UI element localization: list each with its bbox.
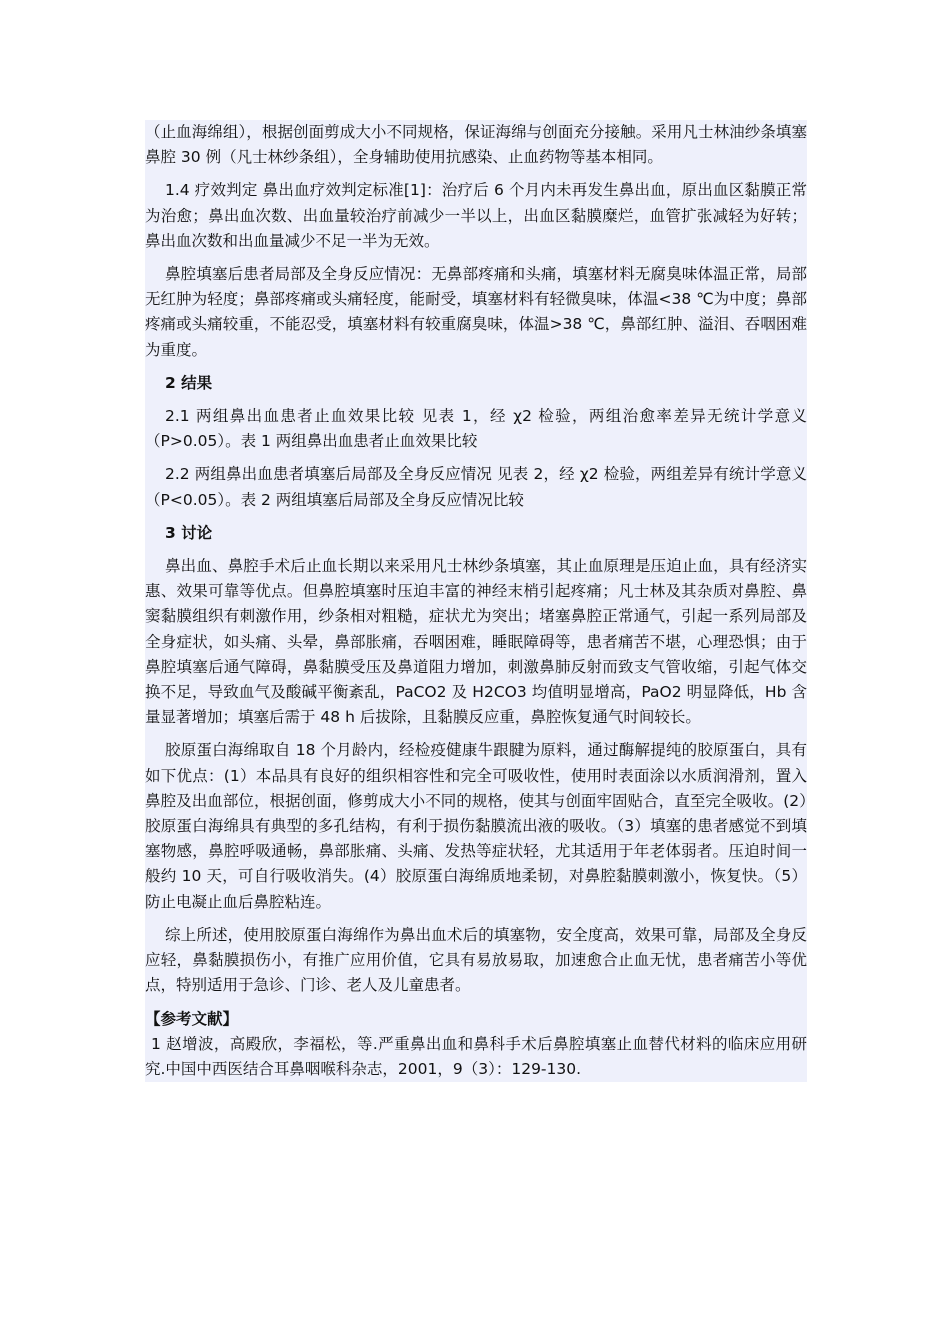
section-heading-discussion: 3 讨论 — [165, 523, 213, 542]
paragraph-result-2-2: 2.2 两组鼻出血患者填塞后局部及全身反应情况 见表 2，经 χ2 检验，两组差异有统计学意义（P<0.05）。表 2 两组填塞后局部及全身反应情况比较 — [145, 465, 807, 509]
paragraph-efficacy-criteria: 1.4 疗效判定 鼻出血疗效判定标准[1]：治疗后 6 个月内未再发生鼻出血，原出血区黏膜正常为治愈；鼻出血次数、出血量较治疗前减少一半以上，出血区黏膜糜烂，血管扩张减轻为好转；鼻出血次数和出血量减少不足一半为无效。 — [145, 181, 807, 250]
paragraph-conclusion: 综上所述，使用胶原蛋白海绵作为鼻出血术后的填塞物，安全度高，效果可靠，局部及全身反应轻，鼻黏膜损伤小，有推广应用价值，它具有易放易取，加速愈合止血无忧，患者痛苦小等优点，特别适用于急诊、门诊、老人及儿童患者。 — [145, 925, 807, 995]
section-heading-results: 2 结果 — [165, 373, 213, 392]
paragraph-discussion-2: 胶原蛋白海绵取自 18 个月龄内，经检疫健康牛跟腱为原料，通过酶解提纯的胶原蛋白，具有如下优点：(1）本品具有良好的组织相容性和完全可吸收性，使用时表面涂以水质润滑剂，置入鼻腔及出血部位，根据创面，修剪成大小不同的规格，使其与创面牢固贴合，直至完全吸收。(2）胶原蛋白海绵具有典型的多孔结构，有利于损伤黏膜流出液的吸收。（3）填塞的患者感觉不到填塞物感，鼻腔呼吸通畅，鼻部胀痛、头痛、发热等症状轻，尤其适用于年老体弱者。压迫时间一般约 10 天，可自行吸收消失。(4）胶原蛋白海绵质地柔韧，对鼻腔黏膜刺激小，恢复快。（5）防止电凝止血后鼻腔粘连。 — [145, 741, 807, 911]
reference-item: 1 赵增波，高殿欣，李福松，等.严重鼻出血和鼻科手术后鼻腔填塞止血替代材料的临床应用研究.中国中西医结合耳鼻咽喉科杂志，2001，9（3）：129-130. — [145, 1034, 807, 1078]
paragraph-result-2-1: 2.1 两组鼻出血患者止血效果比较 见表 1，经 χ2 检验，两组治愈率差异无统计学意义（P>0.05）。表 1 两组鼻出血患者止血效果比较 — [145, 407, 807, 451]
document-body — [145, 120, 807, 1082]
paragraph-reaction-criteria: 鼻腔填塞后患者局部及全身反应情况：无鼻部疼痛和头痛，填塞材料无腐臭味体温正常，局部无红肿为轻度；鼻部疼痛或头痛轻度，能耐受，填塞材料有轻微臭味，体温<38 ℃为中度；鼻部疼痛或头痛较重，不能忍受，填塞材料有较重腐臭味，体温>38 ℃，鼻部红肿、溢泪、吞咽困难为重度。 — [145, 265, 807, 359]
paragraph-discussion-1: 鼻出血、鼻腔手术后止血长期以来采用凡士林纱条填塞，其止血原理是压迫止血，具有经济实惠、效果可靠等优点。但鼻腔填塞时压迫丰富的神经末梢引起疼痛；凡士林及其杂质对鼻腔、鼻窦黏膜组织有刺激作用，纱条相对粗糙，症状尤为突出；堵塞鼻腔正常通气，引起一系列局部及全身症状，如头痛、头晕，鼻部胀痛，吞咽困难，睡眠障碍等，患者痛苦不堪，心理恐惧；由于鼻腔填塞后通气障碍，鼻黏膜受压及鼻道阻力增加，刺激鼻肺反射而致支气管收缩，引起气体交换不足，导致血气及酸碱平衡紊乱，PaCO2 及 H2CO3 均值明显增高，PaO2 明显降低，Hb 含量显著增加；填塞后需于 48 h 后拔除，且黏膜反应重，鼻腔恢复通气时间较长。 — [145, 557, 807, 727]
references-title: 【参考文献】 — [145, 1009, 239, 1028]
paragraph-methods-continued: （止血海绵组），根据创面剪成大小不同规格，保证海绵与创面充分接触。采用凡士林油纱条填塞鼻腔 30 例（凡士林纱条组），全身辅助使用抗感染、止血药物等基本相同。 — [145, 123, 807, 167]
